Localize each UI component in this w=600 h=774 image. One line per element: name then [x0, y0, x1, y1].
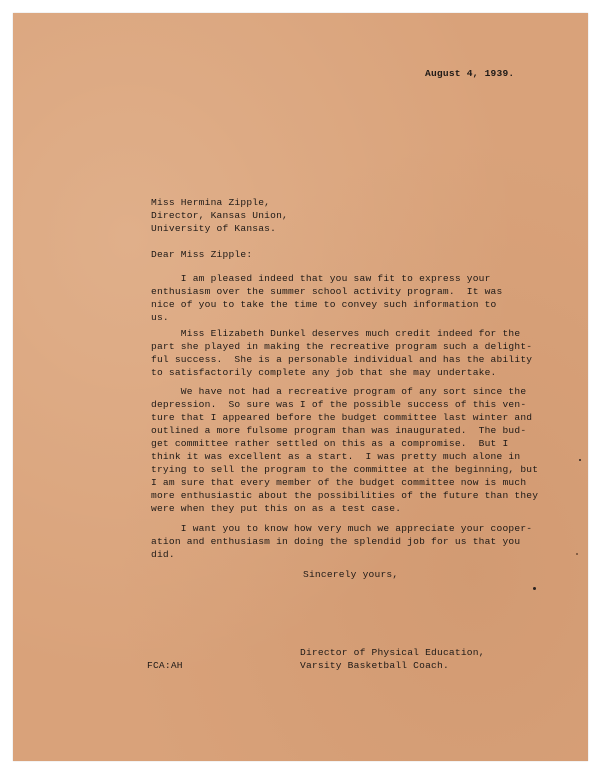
- paragraph-line: ation and enthusiasm in doing the splendid job for us that you: [151, 536, 521, 547]
- paragraph-line: think it was excellent as a start. I was pretty much alone in: [151, 451, 521, 462]
- paragraph-line: ful success. She is a personable individual and has the ability: [151, 354, 533, 365]
- paragraph-line: did.: [151, 549, 175, 560]
- paragraph-line: were when they put this on as a test case.: [151, 503, 402, 514]
- paragraph-line: us.: [151, 312, 169, 323]
- paragraph-line: I am pleased indeed that you saw fit to express your: [151, 273, 491, 284]
- paragraph-line: I want you to know how very much we appreciate your cooper-: [151, 523, 533, 534]
- paragraph-line: get committee rather settled on this as a compromise. But I: [151, 438, 509, 449]
- recipient-name: Miss Hermina Zipple,: [151, 197, 271, 208]
- paragraph-line: more enthusiastic about the possibilities of the future than they: [151, 490, 539, 501]
- paragraph-line: I am sure that every member of the budget committee now is much: [151, 477, 527, 488]
- paragraph-line: outlined a more fulsome program than was inaugurated. The bud-: [151, 425, 527, 436]
- paragraph-line: ture that I appeared before the budget committee last winter and: [151, 412, 533, 423]
- paragraph-line: We have not had a recreative program of any sort since the: [151, 386, 527, 397]
- recipient-title: Director, Kansas Union,: [151, 210, 289, 221]
- paper-speck: [533, 587, 536, 590]
- paragraph-line: enthusiasm over the summer school activity program. It was: [151, 286, 503, 297]
- paragraph-line: nice of you to take the time to convey such information to: [151, 299, 497, 310]
- typist-initials: FCA:AH: [147, 660, 183, 671]
- paragraph-line: part she played in making the recreative program such a delight-: [151, 341, 533, 352]
- letter-date: August 4, 1939.: [425, 68, 515, 79]
- paragraph-line: to satisfactorily complete any job that she may undertake.: [151, 367, 497, 378]
- signature-title: Director of Physical Education,: [300, 647, 485, 658]
- paper-speck: [576, 553, 578, 555]
- letter-page: [13, 13, 588, 761]
- paragraph-line: trying to sell the program to the committee at the beginning, but: [151, 464, 539, 475]
- paragraph-line: depression. So sure was I of the possible success of this ven-: [151, 399, 527, 410]
- closing: Sincerely yours,: [303, 569, 399, 580]
- recipient-institution: University of Kansas.: [151, 223, 277, 234]
- paragraph-line: Miss Elizabeth Dunkel deserves much credit indeed for the: [151, 328, 521, 339]
- paper-speck: [579, 459, 581, 461]
- salutation: Dear Miss Zipple:: [151, 249, 253, 260]
- signature-subtitle: Varsity Basketball Coach.: [300, 660, 449, 671]
